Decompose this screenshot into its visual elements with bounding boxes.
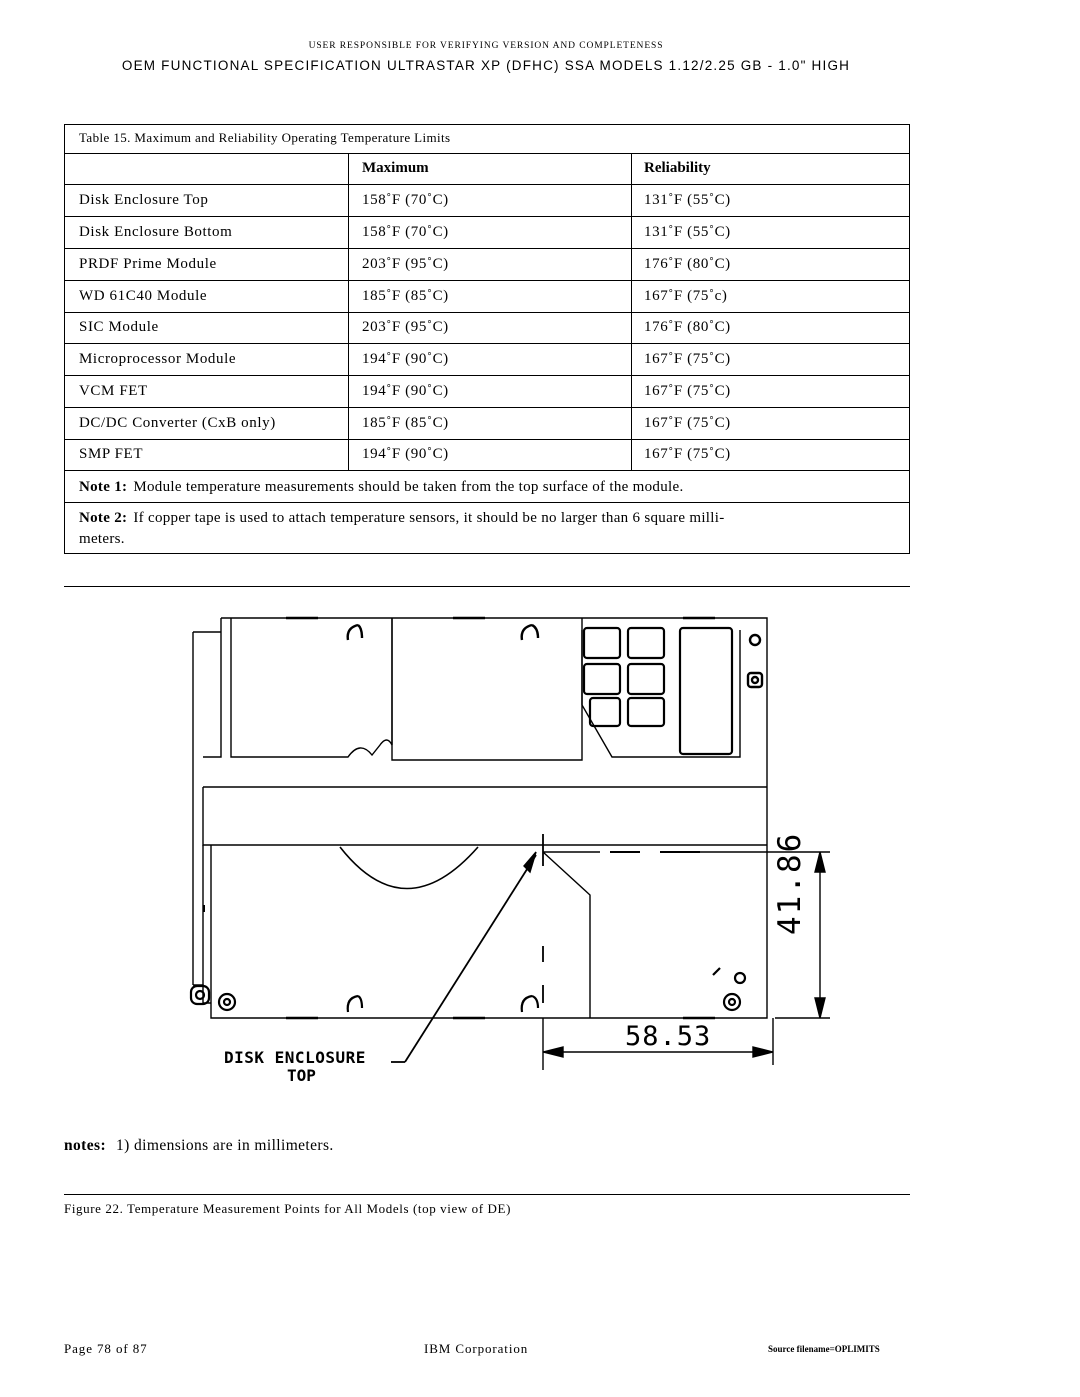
row-label: WD 61C40 Module bbox=[79, 288, 208, 304]
table-caption: Table 15. Maximum and Reliability Operating Temperature Limits bbox=[79, 130, 451, 145]
row-reliability: 167˚F (75˚C) bbox=[644, 415, 731, 431]
row-reliability: 167˚F (75˚c) bbox=[644, 288, 728, 304]
row-maximum: 185˚F (85˚C) bbox=[362, 288, 449, 304]
row-reliability: 131˚F (55˚C) bbox=[644, 224, 731, 240]
outline-body bbox=[211, 618, 767, 1018]
table-note-1 bbox=[79, 477, 684, 498]
document-notice: USER RESPONSIBLE FOR VERIFYING VERSION AND COMPLETENESS bbox=[308, 41, 664, 51]
row-reliability: 167˚F (75˚C) bbox=[644, 351, 731, 367]
notes-label: notes: bbox=[64, 1137, 107, 1154]
figure-caption: Figure 22. Temperature Measurement Points for All Models (top view of DE) bbox=[64, 1201, 512, 1216]
column-header-maximum: Maximum bbox=[362, 160, 429, 176]
document-title: OEM FUNCTIONAL SPECIFICATION ULTRASTAR XP (DFHC) SSA MODELS 1.12/2.25 GB - 1.0" HIGH bbox=[121, 58, 851, 73]
row-label: PRDF Prime Module bbox=[79, 256, 217, 272]
row-label: SIC Module bbox=[79, 319, 159, 335]
disk-enclosure-label-top: TOP bbox=[287, 1066, 316, 1085]
note-2-text: If copper tape is used to attach temperature sensors, it should be no larger than 6 square milli- bbox=[133, 510, 725, 526]
outline-left bbox=[193, 618, 221, 985]
note-2-label: Note 2: bbox=[79, 510, 128, 526]
height-dimension-value: 41.86 bbox=[772, 831, 808, 935]
row-label: DC/DC Converter (CxB only) bbox=[79, 415, 276, 431]
row-label: Microprocessor Module bbox=[79, 351, 237, 367]
page-number: Page 78 of 87 bbox=[64, 1341, 148, 1356]
note-1-label: Note 1: bbox=[79, 479, 128, 495]
row-label: SMP FET bbox=[79, 446, 144, 462]
disk-enclosure-label: DISK ENCLOSURE bbox=[224, 1048, 366, 1067]
row-label: VCM FET bbox=[79, 383, 148, 399]
row-reliability: 167˚F (75˚C) bbox=[644, 446, 731, 462]
disk-enclosure-drawing bbox=[180, 600, 880, 1100]
row-maximum: 203˚F (95˚C) bbox=[362, 319, 449, 335]
row-reliability: 176˚F (80˚C) bbox=[644, 256, 731, 272]
row-maximum: 158˚F (70˚C) bbox=[362, 224, 449, 240]
caption-rule bbox=[64, 1194, 910, 1195]
row-reliability: 176˚F (80˚C) bbox=[644, 319, 731, 335]
row-maximum: 194˚F (90˚C) bbox=[362, 383, 449, 399]
row-label: Disk Enclosure Bottom bbox=[79, 224, 233, 240]
temperature-limits-table bbox=[64, 124, 910, 554]
figure-top-rule bbox=[64, 586, 910, 587]
row-label: Disk Enclosure Top bbox=[79, 192, 209, 208]
figure-notes bbox=[64, 1137, 334, 1155]
row-maximum: 158˚F (70˚C) bbox=[362, 192, 449, 208]
source-filename: Source filename=OPLIMITS bbox=[768, 1344, 880, 1354]
column-header-reliability: Reliability bbox=[644, 160, 711, 176]
module-grid bbox=[584, 628, 732, 754]
note-2-text-cont: meters. bbox=[79, 531, 125, 547]
row-maximum: 194˚F (90˚C) bbox=[362, 446, 449, 462]
row-reliability: 167˚F (75˚C) bbox=[644, 383, 731, 399]
row-maximum: 185˚F (85˚C) bbox=[362, 415, 449, 431]
height-dimension-line bbox=[700, 852, 830, 1018]
table-note-2 bbox=[79, 508, 899, 550]
corporation: IBM Corporation bbox=[424, 1341, 529, 1356]
row-reliability: 131˚F (55˚C) bbox=[644, 192, 731, 208]
notes-text: 1) dimensions are in millimeters. bbox=[116, 1137, 334, 1154]
row-maximum: 203˚F (95˚C) bbox=[362, 256, 449, 272]
table-divider bbox=[65, 153, 909, 154]
width-dimension-value: 58.53 bbox=[625, 1021, 712, 1052]
note-1-text: Module temperature measurements should be taken from the top surface of the module. bbox=[133, 479, 684, 495]
row-maximum: 194˚F (90˚C) bbox=[362, 351, 449, 367]
